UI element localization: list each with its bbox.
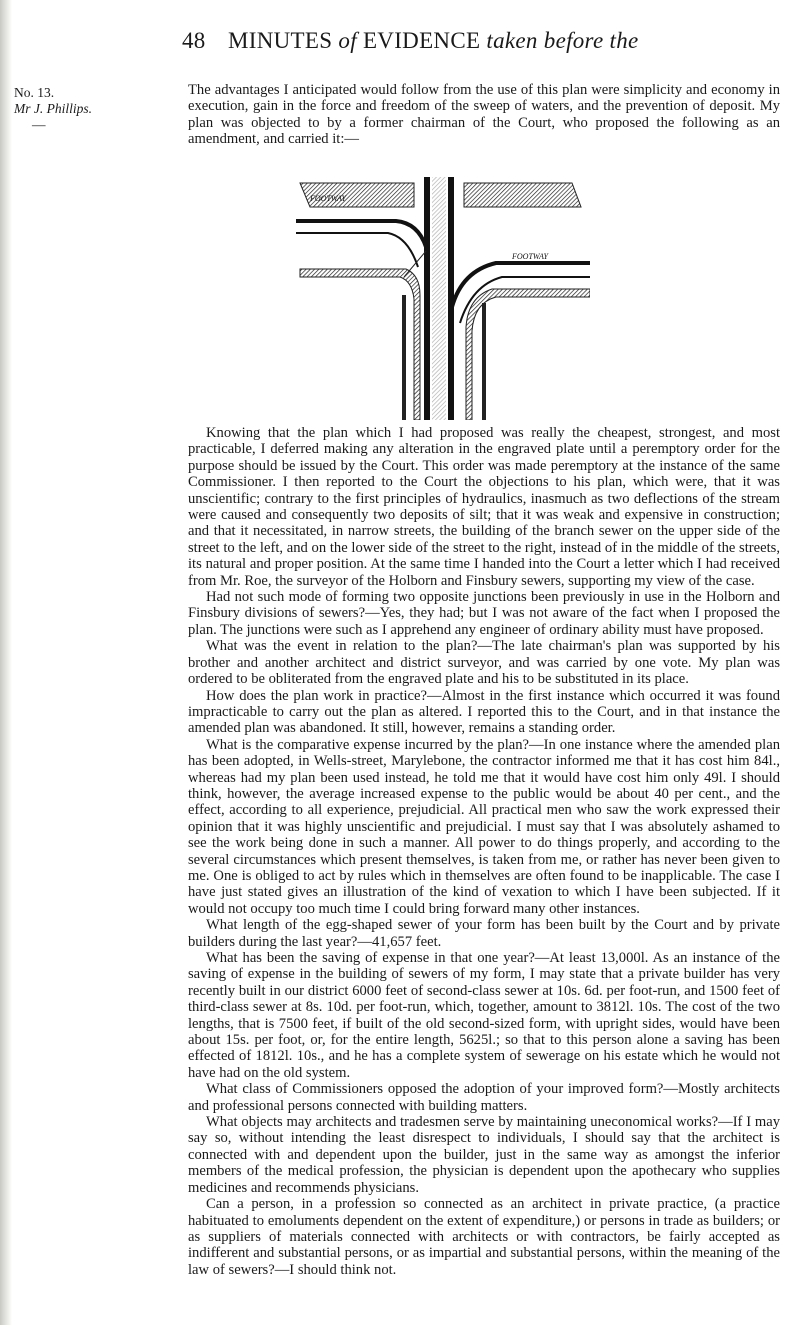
paragraph: What has been the saving of expense in that one year?—At least 13,000l. As an instance of the saving of expense in the building of sewers of my form, I may state that a private builder has very recently built in our district 6000 feet of second-class sewer at 10s. 6d. per foot-run, and 1500 feet of third-class sewer at 8s. 10d. per foot-run, which, together, amount to 3812l. 10s. The cost of the two lengths, that is 7500 feet, if built of the old second-sized form, with upright sides, would have been about 15s. per foot, or, for the entire length, 5625l.; so that to this person alone a saving has been effected of 1812l. 10s., and he has a complete system of sewerage on his estate which he would not have had on the old system. bbox=[188, 950, 780, 1081]
book-spine-shadow bbox=[0, 0, 12, 1325]
intro-block bbox=[188, 82, 780, 148]
main-sewer-wall-left bbox=[424, 177, 430, 420]
kerb-top-right bbox=[464, 183, 581, 207]
paragraph: Can a person, in a profession so connected as an architect in private practice, (a practice habituated to emoluments dependent on the extent of expenditure,) or persons in trade as builders; or as suppliers of materials connected with architects or with contractors, be fairly accepted as indifferent and substantial persons, or as impartial and substantial persons, within the meaning of the law of sewers?—I should think not. bbox=[188, 1196, 780, 1278]
paragraph: How does the plan work in practice?—Almost in the first instance which occurred it was found impracticable to carry out the plan as altered. I reported this to the Court, and in that instance the amended plan was abandoned. It still, however, remains a standing order. bbox=[188, 687, 780, 737]
margin-note bbox=[14, 85, 94, 133]
page-number: 48 bbox=[182, 28, 206, 53]
paragraph: What length of the egg-shaped sewer of your form has been built by the Court and by private builders during the last year?—41,657 feet. bbox=[188, 917, 780, 950]
upper-branch-wall-2 bbox=[296, 233, 418, 267]
paragraph: What was the event in relation to the plan?—The late chairman's plan was supported by his brother and another architect and district surveyor, and was carried by one vote. My plan was ordered to be obliterated from the engraved plate and his to be substituted in its place. bbox=[188, 638, 780, 688]
intro-paragraph: The advantages I anticipated would follow from the use of this plan were simplicity and economy in execution, gain in the force and freedom of the sweep of waters, and the prevention of deposit. My plan was objected to by a former chairman of the Court, who proposed the following as an amendment, and carried it:— bbox=[188, 82, 780, 148]
running-title bbox=[228, 28, 639, 54]
body-paragraphs bbox=[188, 425, 780, 1278]
lower-branch-wall-1 bbox=[452, 263, 590, 307]
title-main: MINUTES bbox=[228, 28, 333, 53]
left-outer-wall bbox=[402, 295, 406, 420]
witness-name: Mr J. Phillips. bbox=[14, 101, 92, 116]
title-italic: taken before the bbox=[486, 28, 639, 53]
title-rest: EVIDENCE bbox=[362, 28, 481, 53]
paragraph: What class of Commissioners opposed the adoption of your improved form?—Mostly architects and professional persons connected with building matters. bbox=[188, 1081, 780, 1114]
paragraph: What objects may architects and tradesmen serve by maintaining uneconomical works?—If I may say so, without intending the least disrespect to individuals, I should say that the architect is connected with and dependent upon the builder, just in the same way as amongst the inferior members of the medical profession, the physician is dependent upon the apothecary who supplies medicines and recommends physicians. bbox=[188, 1114, 780, 1196]
footway-label-left: FOOTWAY bbox=[310, 194, 346, 203]
title-of: of bbox=[338, 28, 357, 53]
paragraph: Knowing that the plan which I had proposed was really the cheapest, strongest, and most practicable, I deferred making any alteration in the engraved plate until a peremptory order for the purpose should be issued by the Court. This order was made peremptory at the instance of the same Commissioner. I then reported to the Court the objections to his plan, which were, that it was unscientific; contrary to the first principles of hydraulics, inasmuch as two deflections of the stream were caused and consequently two deposits of silt; that it was weak and expensive in construction; and that it necessitated, in narrow streets, the building of the branch sewer on the upper side of the street to the left, and on the lower side of the street to the right, instead of in the middle of the streets, its natural and proper position. At the same time I handed into the Court a letter which I had received from Mr. Roe, the surveyor of the Holborn and Finsbury sewers, supporting my view of the case. bbox=[188, 425, 780, 589]
paragraph: What is the comparative expense incurred by the plan?—In one instance where the amended plan has been adopted, in Wells-street, Marylebone, the contractor informed me that it has cost him 84l., whereas had my plan been used instead, he told me that it would have cost him only 49l. I should think, however, the average increased expense to the public would be about 40 per cent., and the effect, according to all experience, prejudicial. All practical men who saw the work expressed their opinion that it was highly unscientific and prejudicial. I must say that I was absolutely ashamed to see the work being done in such a manner. All power to do things properly, and according to the several circumstances which present themselves, is taken from me, or rather has never been given to me. One is obliged to act by rules which in themselves are often found to be inapplicable. The case I have just stated gives an illustration of the kind of vexation to which I have been subjected. If it would not occupy too much time I could bring forward many other instances. bbox=[188, 736, 780, 917]
sewer-junction-diagram bbox=[296, 177, 590, 420]
junction-plan-svg bbox=[296, 177, 590, 420]
right-outer-wall bbox=[482, 303, 486, 420]
main-sewer-channel bbox=[432, 177, 446, 420]
margin-dash: — bbox=[32, 117, 46, 132]
footway-label-right: FOOTWAY bbox=[512, 252, 548, 261]
question-number: No. 13. bbox=[14, 85, 55, 100]
paragraph: Had not such mode of forming two opposite junctions been previously in use in the Holborn and Finsbury divisions of sewers?—Yes, they had; but I was not aware of the fact when I proposed the plan. The junctions were such as I apprehend any engineer of ordinary ability must have proposed. bbox=[188, 589, 780, 638]
